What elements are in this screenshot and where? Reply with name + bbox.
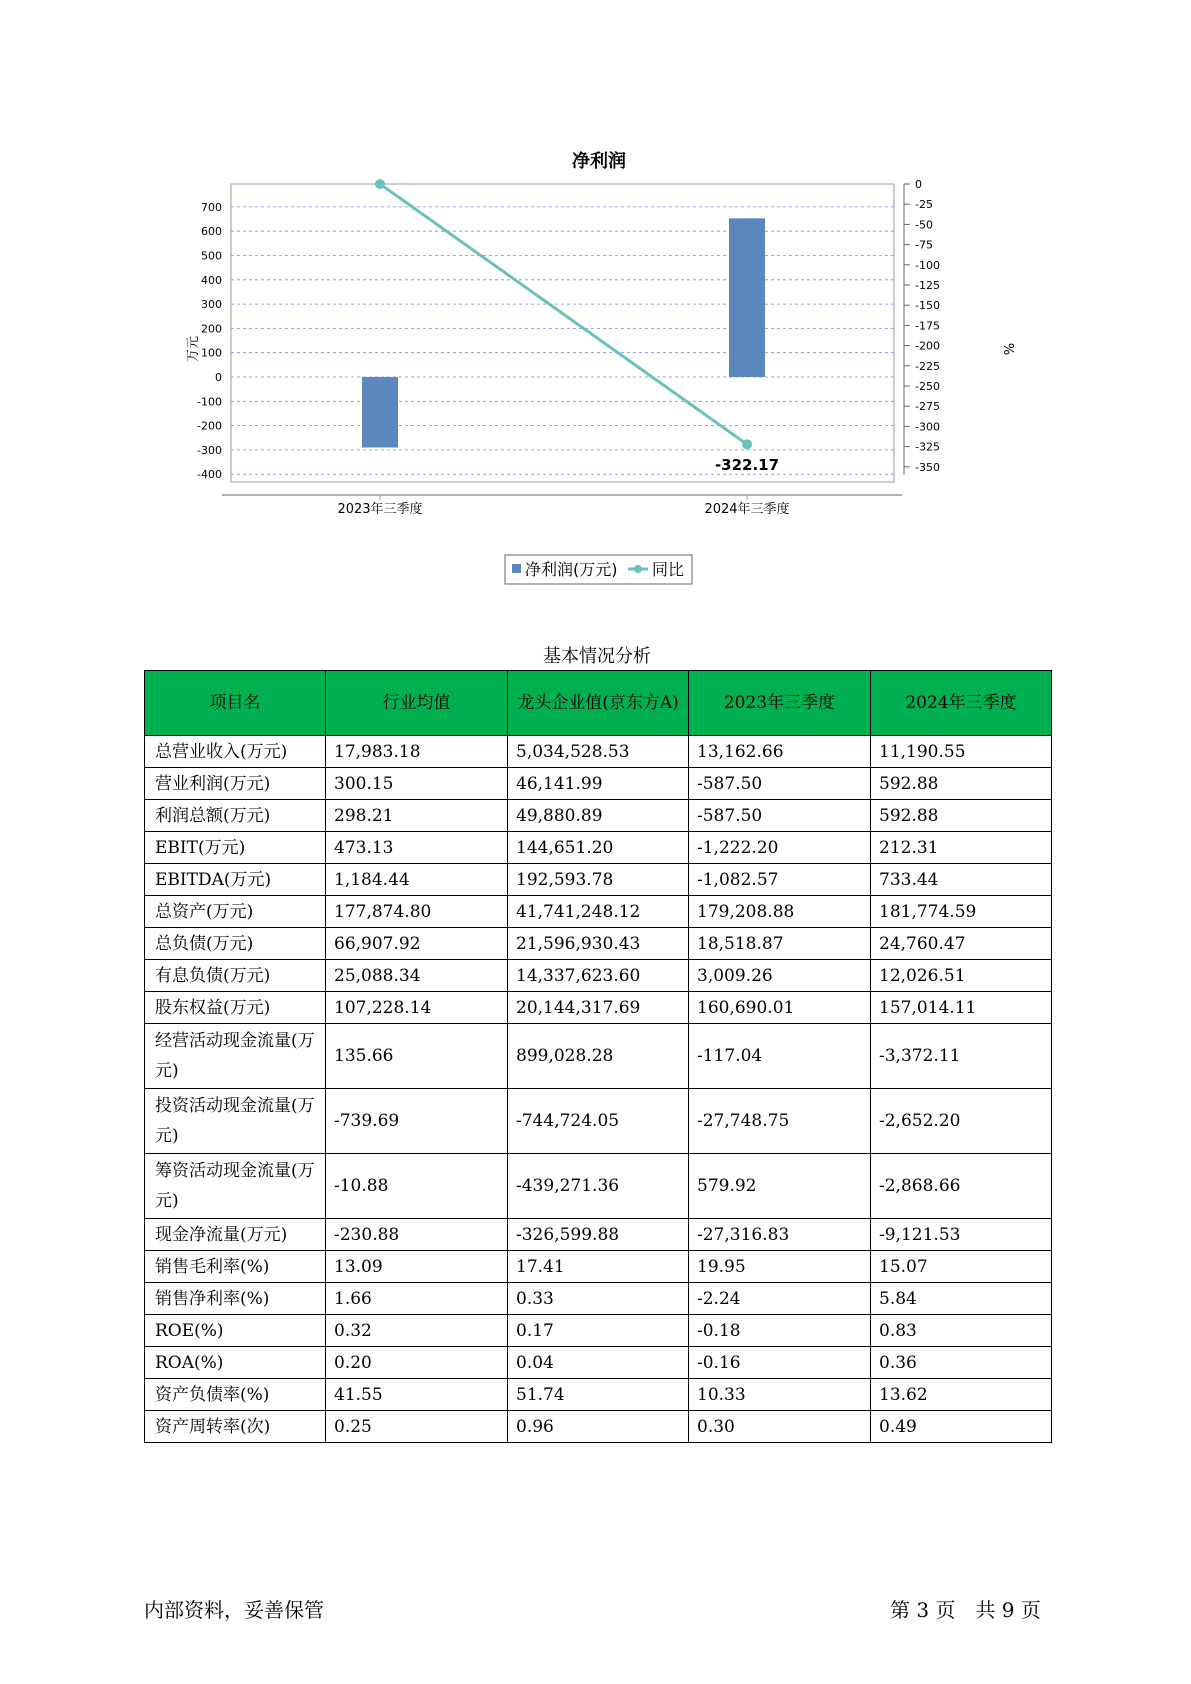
table-row (145, 960, 1052, 992)
table-cell: 0.17 (508, 1315, 689, 1347)
row-label: 投资活动现金流量(万元) (145, 1089, 326, 1154)
table-row (145, 1379, 1052, 1411)
legend-bar-swatch (512, 564, 521, 573)
table-cell: 49,880.89 (508, 800, 689, 832)
table-cell: 51.74 (508, 1379, 689, 1411)
right-tick-label: -200 (915, 339, 940, 353)
table-cell: 13,162.66 (689, 736, 871, 768)
table-row (145, 928, 1052, 960)
table-cell: 25,088.34 (326, 960, 508, 992)
table-cell: -27,748.75 (689, 1089, 871, 1154)
table-cell: 0.33 (508, 1283, 689, 1315)
table-cell: -10.88 (326, 1154, 508, 1219)
table-cell: 0.49 (871, 1411, 1052, 1443)
table-cell: 15.07 (871, 1251, 1052, 1283)
row-label: 股东权益(万元) (145, 992, 326, 1024)
table-cell: -230.88 (326, 1219, 508, 1251)
left-tick-label: 400 (201, 273, 222, 287)
table-cell: 0.96 (508, 1411, 689, 1443)
right-tick-label: -150 (915, 299, 940, 313)
chart-title: 净利润 (572, 151, 626, 172)
net-profit-chart (0, 0, 1191, 620)
table-cell: 160,690.01 (689, 992, 871, 1024)
right-tick-label: -275 (915, 400, 940, 414)
table-cell: -587.50 (689, 800, 871, 832)
table-cell: 592.88 (871, 768, 1052, 800)
table-row (145, 736, 1052, 768)
chart-legend (505, 555, 692, 584)
table-cell: 177,874.80 (326, 896, 508, 928)
right-tick-label: -300 (915, 420, 940, 434)
table-cell: 298.21 (326, 800, 508, 832)
row-label: 资产周转率(次) (145, 1411, 326, 1443)
left-tick-label: -400 (197, 468, 222, 482)
table-cell: 13.62 (871, 1379, 1052, 1411)
table-cell: 41.55 (326, 1379, 508, 1411)
table-cell: 21,596,930.43 (508, 928, 689, 960)
table-row (145, 1154, 1052, 1219)
row-label: ROA(%) (145, 1347, 326, 1379)
right-tick-label: -175 (915, 319, 940, 333)
row-label: EBIT(万元) (145, 832, 326, 864)
row-label: 销售净利率(%) (145, 1283, 326, 1315)
row-label: 现金净流量(万元) (145, 1219, 326, 1251)
row-label: 总资产(万元) (145, 896, 326, 928)
footer-page-number: 第 3 页 共 9 页 (890, 1598, 1041, 1622)
legend-line-marker (634, 565, 642, 573)
table-cell: 5,034,528.53 (508, 736, 689, 768)
table-cell: 46,141.99 (508, 768, 689, 800)
table-cell: 473.13 (326, 832, 508, 864)
table-cell: 24,760.47 (871, 928, 1052, 960)
table-cell: 11,190.55 (871, 736, 1052, 768)
left-tick-label: 500 (201, 249, 222, 263)
right-tick-label: -50 (915, 218, 933, 232)
table-cell: 19.95 (689, 1251, 871, 1283)
table-cell: 107,228.14 (326, 992, 508, 1024)
table-caption: 基本情况分析 (543, 646, 651, 667)
table-cell: -3,372.11 (871, 1024, 1052, 1089)
row-label: 总营业收入(万元) (145, 736, 326, 768)
table-cell: -439,271.36 (508, 1154, 689, 1219)
yoy-point (742, 439, 752, 449)
table-cell: -739.69 (326, 1089, 508, 1154)
row-label: 利润总额(万元) (145, 800, 326, 832)
table-cell: 66,907.92 (326, 928, 508, 960)
bar-net-profit (362, 377, 398, 447)
table-cell: 135.66 (326, 1024, 508, 1089)
row-label: 有息负债(万元) (145, 960, 326, 992)
right-tick-label: -225 (915, 359, 940, 373)
table-cell: 0.36 (871, 1347, 1052, 1379)
left-tick-label: 300 (201, 298, 222, 312)
yoy-data-label: -322.17 (714, 456, 780, 474)
table-cell: 212.31 (871, 832, 1052, 864)
table-cell: 0.83 (871, 1315, 1052, 1347)
table-cell: 157,014.11 (871, 992, 1052, 1024)
table-cell: -117.04 (689, 1024, 871, 1089)
table-cell: 592.88 (871, 800, 1052, 832)
table-cell: 3,009.26 (689, 960, 871, 992)
right-tick-label: -75 (915, 238, 933, 252)
yoy-point (375, 179, 385, 189)
table-cell: 179,208.88 (689, 896, 871, 928)
right-axis-label: % (1000, 342, 1015, 356)
basic-analysis-table (144, 670, 1052, 1443)
table-cell: -2,652.20 (871, 1089, 1052, 1154)
row-label: 总负债(万元) (145, 928, 326, 960)
table-header-row (145, 671, 1052, 736)
table-cell: 13.09 (326, 1251, 508, 1283)
header-2023q3: 2023年三季度 (689, 671, 871, 736)
plot-frame (231, 184, 894, 482)
table-cell: -0.18 (689, 1315, 871, 1347)
footer-confidential: 内部资料，妥善保管 (144, 1598, 324, 1622)
left-tick-label: 600 (201, 225, 222, 239)
table-cell: 20,144,317.69 (508, 992, 689, 1024)
left-tick-label: 700 (201, 200, 222, 214)
table-row (145, 1315, 1052, 1347)
header-item-name: 项目名 (145, 671, 326, 736)
yoy-line (380, 184, 747, 444)
table-cell: 899,028.28 (508, 1024, 689, 1089)
table-cell: 0.30 (689, 1411, 871, 1443)
table-cell: -326,599.88 (508, 1219, 689, 1251)
left-tick-label: 200 (201, 322, 222, 336)
right-tick-label: -25 (915, 198, 933, 212)
right-tick-label: -325 (915, 440, 940, 454)
table-cell: 300.15 (326, 768, 508, 800)
table-row (145, 1283, 1052, 1315)
table-cell: -1,082.57 (689, 864, 871, 896)
table-row (145, 1024, 1052, 1089)
table-cell: 181,774.59 (871, 896, 1052, 928)
table-cell: 733.44 (871, 864, 1052, 896)
table-cell: 17.41 (508, 1251, 689, 1283)
table-cell: -0.16 (689, 1347, 871, 1379)
row-label: 资产负债率(%) (145, 1379, 326, 1411)
table-cell: -27,316.83 (689, 1219, 871, 1251)
table-cell: -2.24 (689, 1283, 871, 1315)
legend-line-label: 同比 (652, 560, 685, 579)
table-cell: -2,868.66 (871, 1154, 1052, 1219)
table-cell: 0.04 (508, 1347, 689, 1379)
table-row (145, 1411, 1052, 1443)
right-tick-label: 0 (915, 178, 922, 191)
table-cell: 144,651.20 (508, 832, 689, 864)
table-cell: 0.20 (326, 1347, 508, 1379)
left-tick-label: -200 (197, 419, 222, 433)
right-tick-label: -250 (915, 380, 940, 393)
table-cell: 1.66 (326, 1283, 508, 1315)
category-label: 2023年三季度 (337, 502, 423, 517)
table-row (145, 1347, 1052, 1379)
table-cell: 14,337,623.60 (508, 960, 689, 992)
left-tick-label: -100 (197, 395, 222, 409)
header-industry-avg: 行业均值 (326, 671, 508, 736)
table-row (145, 832, 1052, 864)
table-cell: 41,741,248.12 (508, 896, 689, 928)
table-row (145, 896, 1052, 928)
row-label: 销售毛利率(%) (145, 1251, 326, 1283)
table-cell: 0.32 (326, 1315, 508, 1347)
table-cell: 579.92 (689, 1154, 871, 1219)
table-cell: 0.25 (326, 1411, 508, 1443)
row-label: ROE(%) (145, 1315, 326, 1347)
left-axis-label: 万元 (186, 335, 201, 363)
table-cell: 17,983.18 (326, 736, 508, 768)
header-2024q3: 2024年三季度 (871, 671, 1052, 736)
table-row (145, 1251, 1052, 1283)
row-label: EBITDA(万元) (145, 864, 326, 896)
left-tick-label: 0 (215, 371, 222, 384)
row-label: 营业利润(万元) (145, 768, 326, 800)
left-tick-label: 100 (201, 346, 222, 360)
legend-bar-label: 净利润(万元) (525, 560, 618, 579)
right-tick-label: -100 (915, 258, 940, 272)
table-cell: 192,593.78 (508, 864, 689, 896)
table-cell: 1,184.44 (326, 864, 508, 896)
table-row (145, 864, 1052, 896)
right-tick-label: -125 (915, 279, 940, 292)
table-cell: -9,121.53 (871, 1219, 1052, 1251)
table-cell: 12,026.51 (871, 960, 1052, 992)
table-cell: 18,518.87 (689, 928, 871, 960)
right-tick-label: -350 (915, 460, 940, 474)
table-row (145, 800, 1052, 832)
bar-net-profit (729, 218, 765, 377)
table-cell: 5.84 (871, 1283, 1052, 1315)
header-leader-value: 龙头企业值(京东方A) (508, 671, 689, 736)
left-tick-label: -300 (197, 443, 222, 457)
table-row (145, 1089, 1052, 1154)
table-cell: -744,724.05 (508, 1089, 689, 1154)
row-label: 经营活动现金流量(万元) (145, 1024, 326, 1089)
table-row (145, 1219, 1052, 1251)
row-label: 筹资活动现金流量(万元) (145, 1154, 326, 1219)
table-cell: -1,222.20 (689, 832, 871, 864)
category-label: 2024年三季度 (704, 502, 790, 517)
table-row (145, 992, 1052, 1024)
table-cell: 10.33 (689, 1379, 871, 1411)
table-cell: -587.50 (689, 768, 871, 800)
table-row (145, 768, 1052, 800)
